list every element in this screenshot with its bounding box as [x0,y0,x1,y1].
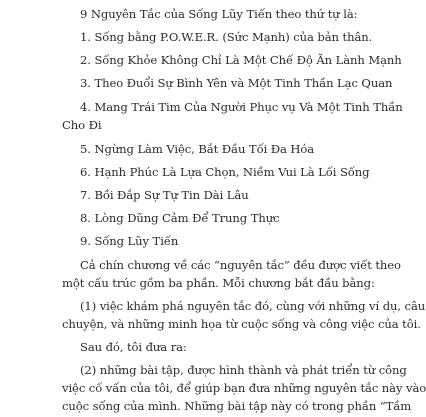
part-2-line-3: cuộc sống của mình. Những bài tập này có trong phần “Tầm [62,399,412,413]
part-2-line-2: việc cố vấn của tôi, để giúp bạn đưa những nguyên tắc này vào [62,381,426,395]
then-line: Sau đó, tôi đưa ra: [80,340,187,354]
principle-item-2: 2. Sống Khỏe Không Chỉ Là Một Chế Độ Ăn Lành Mạnh [80,53,402,67]
structure-paragraph-line-2: một cấu trúc gồm ba phần. Mỗi chương bắt đầu bằng: [62,276,375,290]
principles-intro: 9 Nguyên Tắc của Sống Lũy Tiến theo thứ tự là: [80,7,358,21]
principle-item-8: 8. Lòng Dũng Cảm Để Trung Thực [80,211,280,225]
part-2-line-1: (2) những bài tập, được hình thành và phát triển từ công [80,363,407,377]
principle-item-3: 3. Theo Đuổi Sự Bình Yên và Một Tinh Thần Lạc Quan [80,76,393,90]
principle-item-7: 7. Bồi Đắp Sự Tự Tin Dài Lâu [80,188,249,202]
principle-item-5: 5. Ngừng Làm Việc, Bắt Đầu Tối Đa Hóa [80,142,315,156]
principle-item-4-continued: Cho Đi [62,118,102,132]
structure-paragraph-line-1: Cả chín chương về các “nguyên tắc” đều được viết theo [80,258,401,272]
part-1-line-2: chuyện, và những minh họa từ cuộc sống và công việc của tôi. [62,317,421,331]
principle-item-4: 4. Mang Trái Tim Của Người Phục vụ Và Một Tinh Thần [80,100,403,114]
principle-item-6: 6. Hạnh Phúc Là Lựa Chọn, Niềm Vui Là Lối Sống [80,165,370,179]
principle-item-9: 9. Sống Lũy Tiến [80,234,179,248]
part-1-line-1: (1) việc khám phá nguyên tắc đó, cùng với những ví dụ, câu [80,299,426,313]
principle-item-1: 1. Sống bằng P.O.W.E.R. (Sức Mạnh) của bản thân. [80,30,373,44]
